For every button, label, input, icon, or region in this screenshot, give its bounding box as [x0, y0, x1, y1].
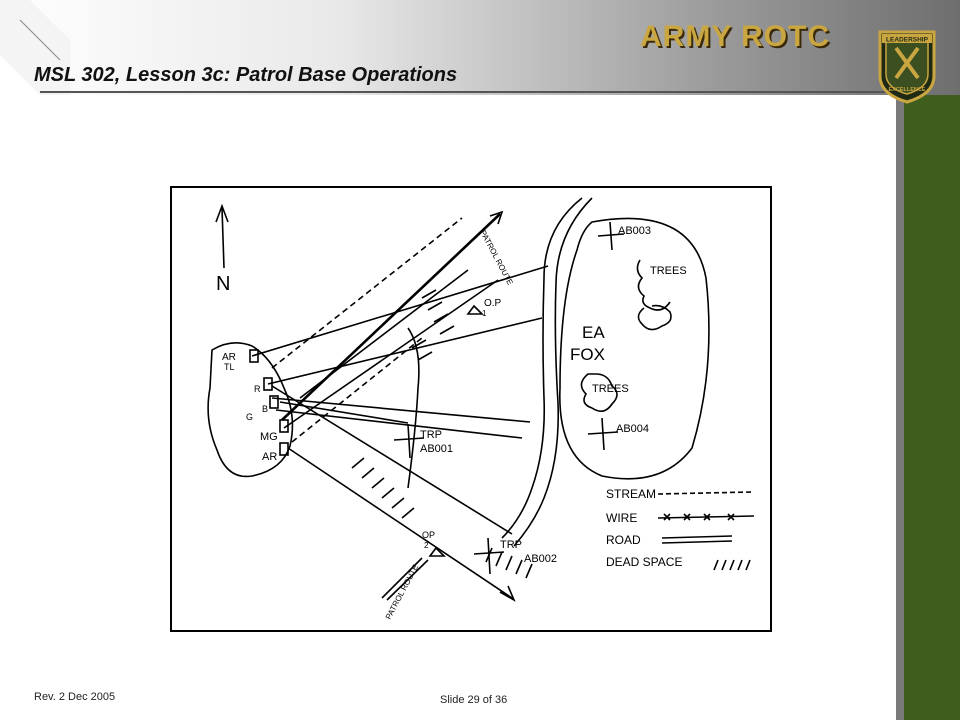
emblem-bottom-text: EXCELLENCE [888, 87, 926, 93]
legend-stream: STREAM [606, 487, 657, 501]
op-top-label: O.P [484, 298, 502, 309]
ab004-label: AB004 [616, 423, 650, 435]
op-top-number: 1 [482, 309, 487, 318]
slide-title: MSL 302, Lesson 3c: Patrol Base Operations [34, 64, 458, 86]
ea-label: EA [582, 323, 605, 342]
ab003-label: AB003 [618, 225, 652, 237]
green-sidebar [904, 95, 960, 720]
army-rotc-logo: ARMY ROTC [640, 20, 831, 53]
b-label: B [262, 404, 269, 414]
op-bottom-number: 2 [424, 541, 429, 550]
north-label: N [216, 273, 231, 295]
r-label: R [254, 384, 261, 394]
ab001-label: AB001 [420, 443, 454, 455]
g-label: G [246, 412, 254, 422]
sidebar-shadow [896, 95, 904, 720]
slide-number: Slide 29 of 36 [440, 694, 508, 706]
rotc-emblem-icon [876, 28, 938, 104]
trees-label-1: TREES [650, 265, 687, 277]
emblem-top-text: LEADERSHIP [886, 36, 928, 44]
trees-label-2: TREES [592, 383, 629, 395]
legend-wire: WIRE [606, 511, 638, 525]
ar-bottom-label: AR [262, 451, 278, 463]
patrol-base-sketch [170, 186, 772, 632]
legend-road: ROAD [606, 533, 641, 547]
fox-label: FOX [570, 345, 605, 364]
op-bottom-label: OP [422, 530, 436, 540]
patrol-route-top-label: PATROL ROUTE [478, 228, 515, 287]
legend-dead-space: DEAD SPACE [606, 555, 683, 569]
trp2-label: TRP [500, 539, 522, 551]
tl-label: TL [224, 362, 235, 372]
sketch-drawing [172, 188, 770, 630]
ab002-label: AB002 [524, 553, 558, 565]
trp1-label: TRP [420, 429, 442, 441]
revision-date: Rev. 2 Dec 2005 [34, 691, 116, 703]
patrol-route-bottom-label: PATROL ROUTE [383, 563, 421, 621]
mg-label: MG [260, 431, 278, 443]
ar-tl-label: AR [222, 352, 236, 363]
